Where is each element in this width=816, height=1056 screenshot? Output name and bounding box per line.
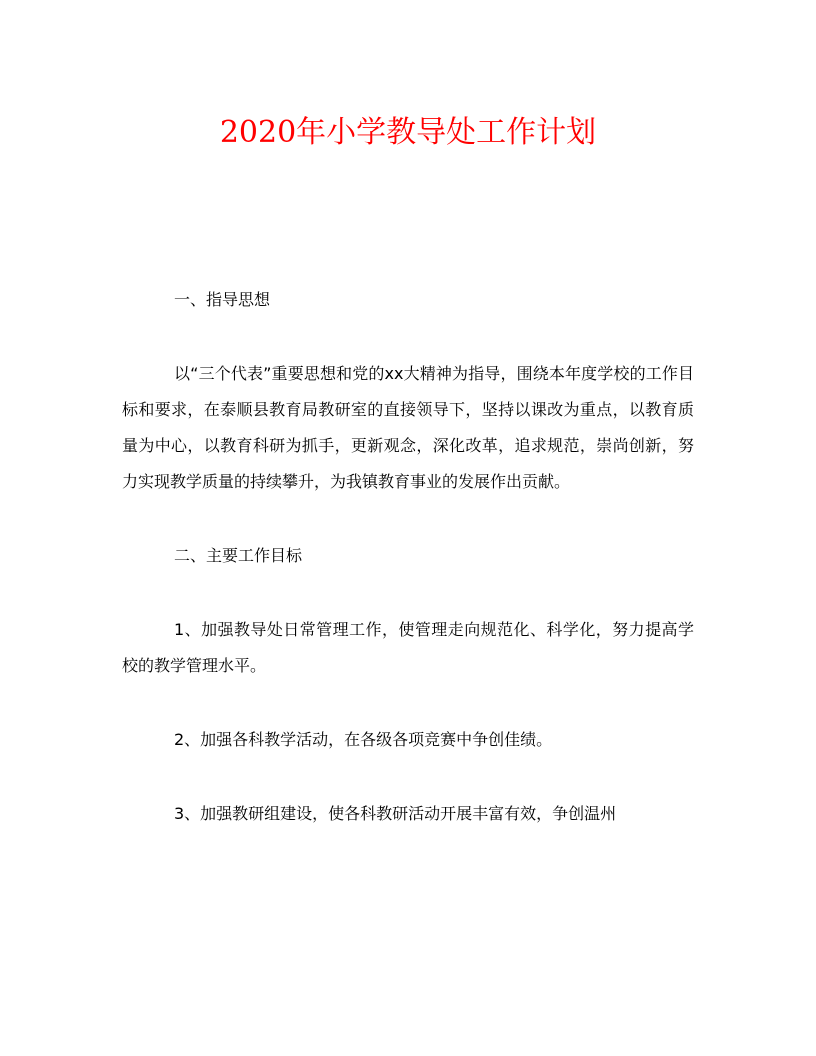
paragraph-guiding-ideology: 以“三个代表”重要思想和党的xx大精神为指导，围绕本年度学校的工作目标和要求，在泰顺县教育局教研室的直接领导下，坚持以课改为重点，以教育质量为中心，以教育科研为抓手，更新观念，深化改革，追求规范，崇尚创新，努力实现教学质量的持续攀升，为我镇教育事业的发展作出贡献。 — [122, 364, 694, 491]
document-title: 2020年小学教导处工作计划 — [219, 115, 597, 150]
document-body — [122, 282, 694, 870]
heading-main-goals: 二、主要工作目标 — [174, 546, 303, 565]
heading-guiding-ideology: 一、指导思想 — [174, 290, 271, 309]
goal-item-3: 3、加强教研组建设，使各科教研活动开展丰富有效，争创温州 — [174, 804, 617, 823]
goal-item-1: 1、加强教导处日常管理工作，使管理走向规范化、科学化，努力提高学校的教学管理水平。 — [122, 620, 694, 675]
goal-item-2: 2、加强各科教学活动，在各级各项竞赛中争创佳绩。 — [174, 730, 553, 749]
